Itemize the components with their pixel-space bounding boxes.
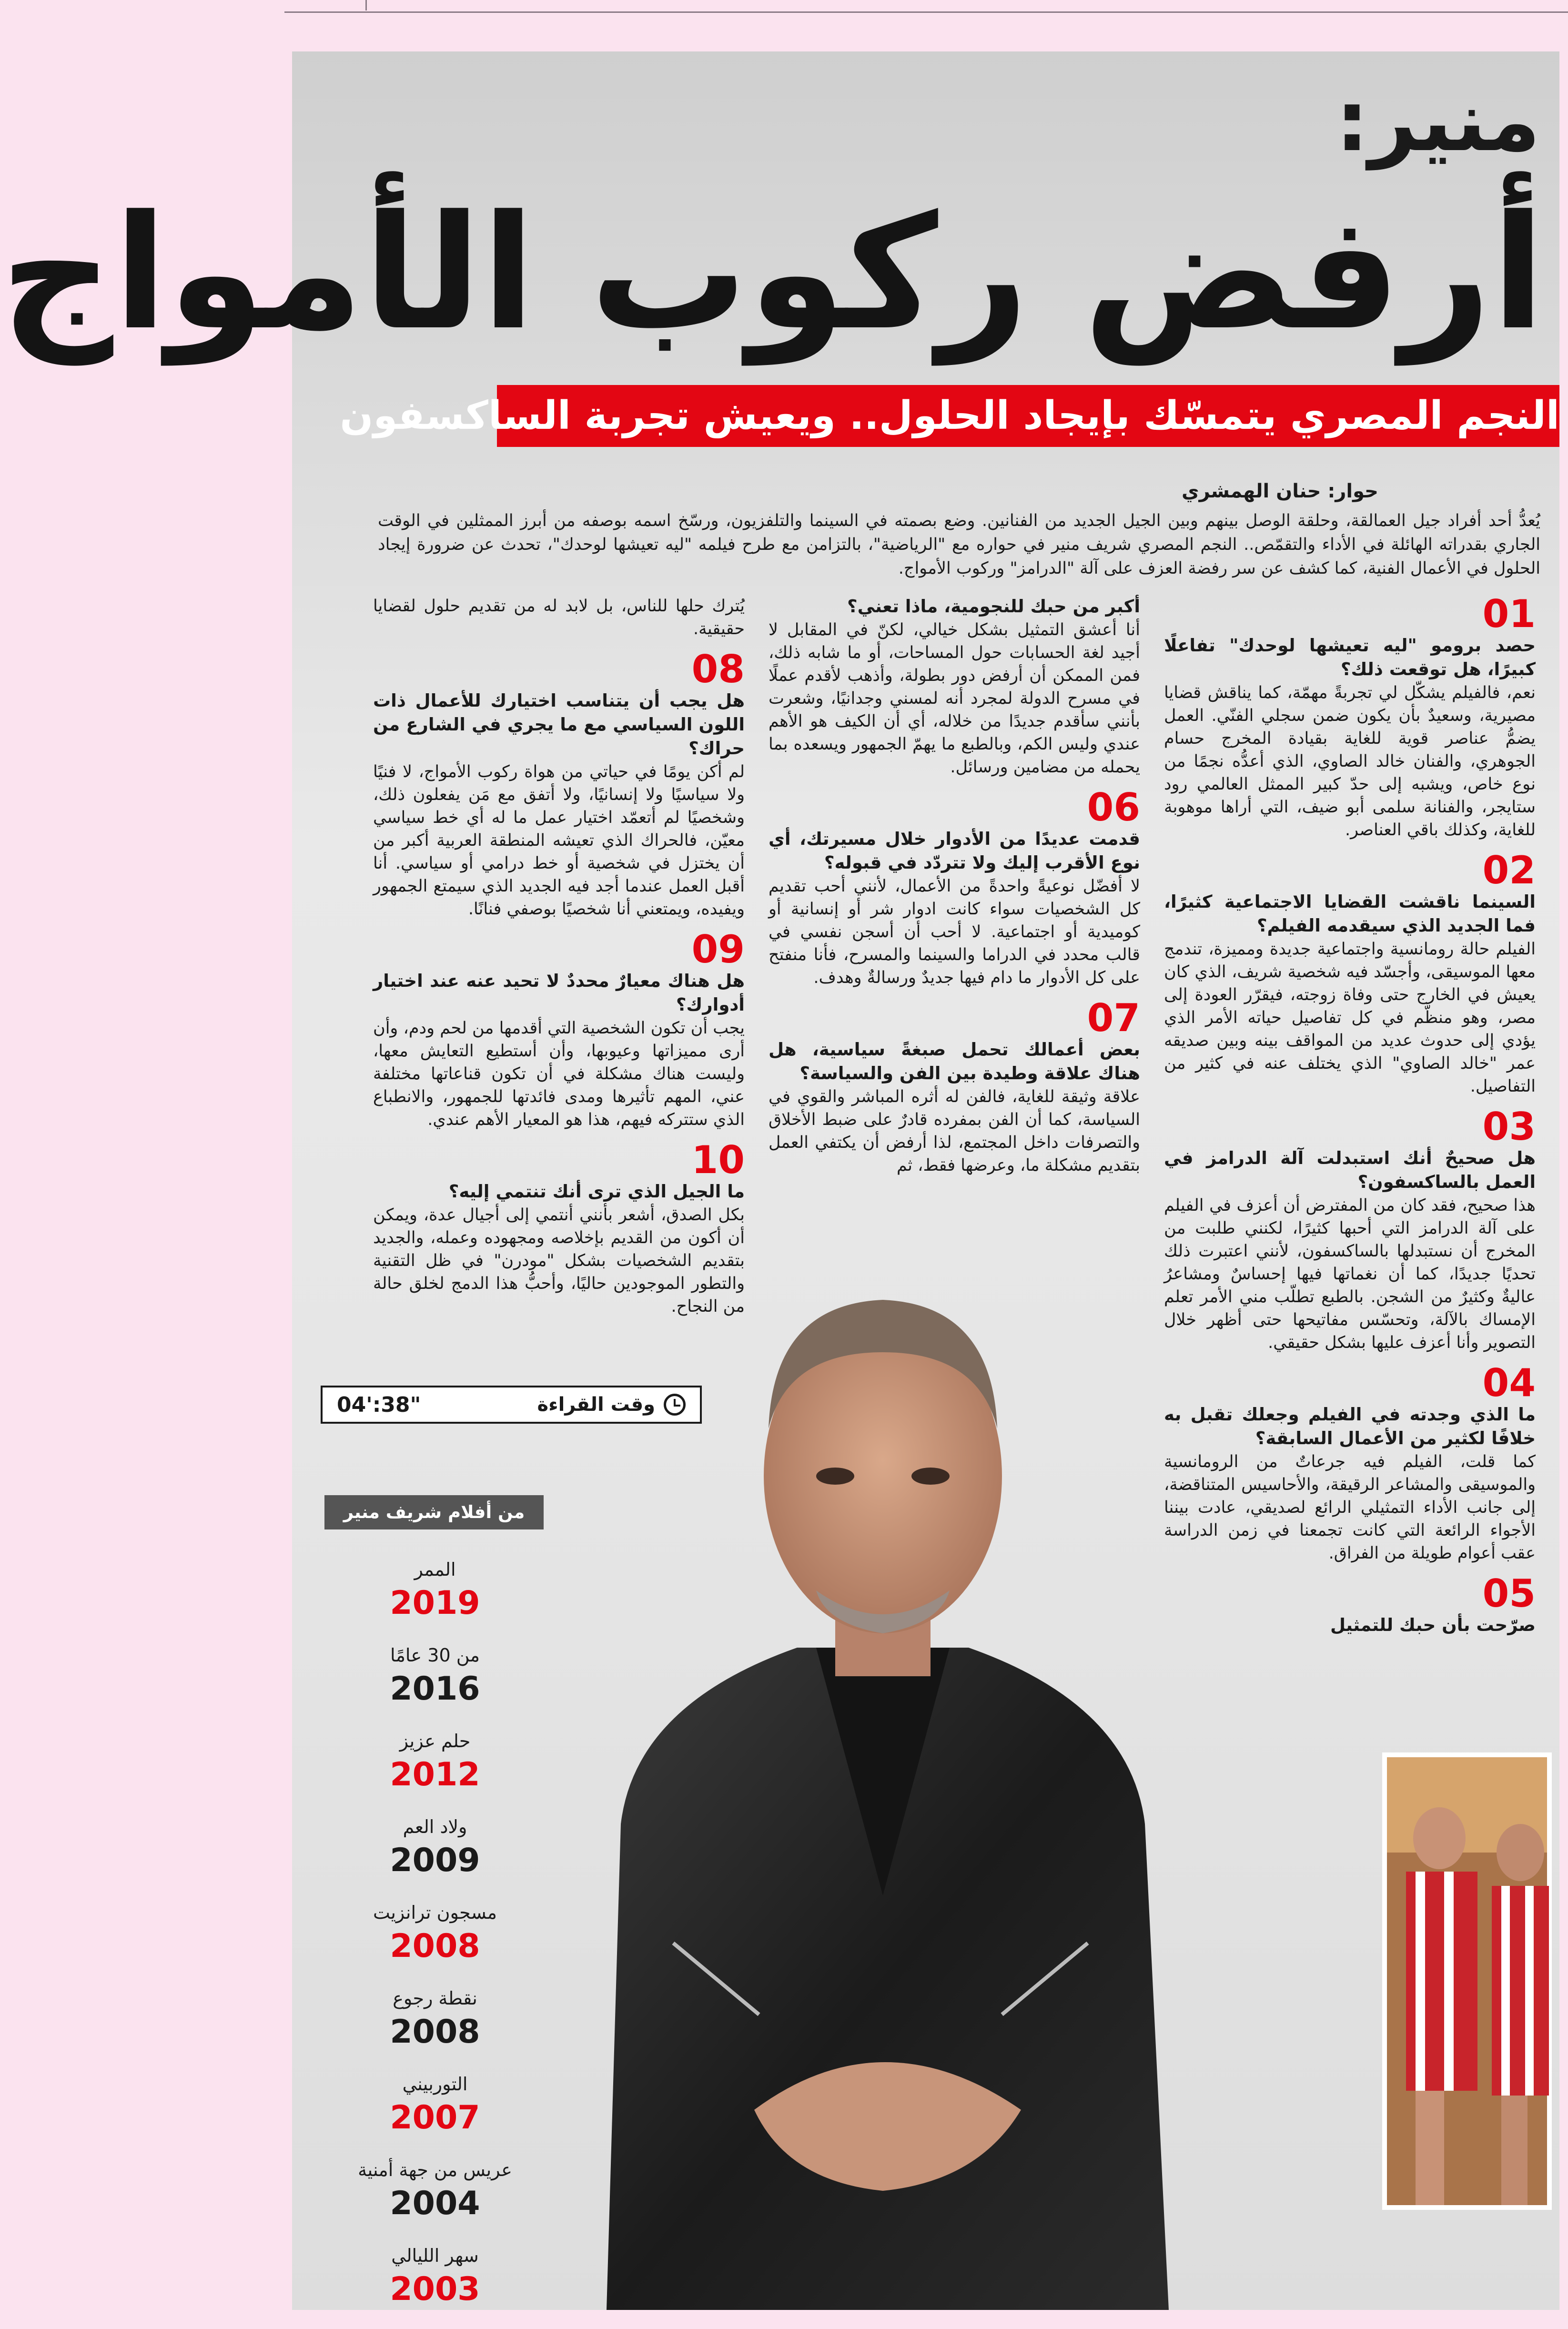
actor-portrait <box>549 1228 1216 2310</box>
byline: حوار: حنان الهمشري <box>1181 480 1378 502</box>
question: صرّحت بأن حبك للتمثيل <box>1330 1615 1536 1635</box>
qa-block <box>373 927 745 1131</box>
question: السينما ناقشت القضايا الاجتماعية كثيرًا، فما الجديد الذي سيقدمه الفيلم؟ <box>1164 891 1536 936</box>
filmography-list <box>321 1557 549 2329</box>
film-year: 2004 <box>390 2185 480 2222</box>
answer: بكل الصدق، أشعر بأنني أنتمي إلى أجيال عدة، ويمكن أن أكون من القديم بإخلاصه ومجهوده وعمله، والجديد بتقديم الشخصيات بشكل "مودرن" في ظل التقنية والتطور الموجودين حاليًا، وأحبُّ هذا الدمج لخلق حالة من النجاح. <box>373 1205 745 1316</box>
film-item <box>321 1557 549 1643</box>
film-item <box>321 1814 549 1900</box>
question-number: 09 <box>691 927 745 972</box>
intro-paragraph: يُعدُّ أحد أفراد جيل العمالقة، وحلقة الوصل بينهم وبين الجيل الجديد من الفنانين. وضع بصمته في السينما والتلفزيون، ورسّخ اسمه بوصفه من أبرز الممثلين في الوقت الجاري بقدراته الهائلة في الأداء والتقمّص.. النجم المصري شريف منير في حواره مع "الرياضية"، بالتزامن مع طرح فيلمه "ليه تعيشها لوحدك"، تحدث عن ضرورة إيجاد الحلول في الأعمال الفنية، كما كشف عن سر رفضة العزف على آلة "الدرامز" وركوب الأمواج. <box>378 511 1540 578</box>
film-year: 2008 <box>390 2013 480 2051</box>
film-item <box>321 2072 549 2157</box>
qa-block <box>373 595 745 640</box>
column-left <box>373 595 745 1327</box>
question-number: 06 <box>1087 785 1140 830</box>
qa-block <box>769 595 1140 779</box>
answer: الفيلم حالة رومانسية واجتماعية جديدة ومميزة، تندمج معها الموسيقى، وأجسّد فيه شخصية شريف، الذي كان يعيش في الخارج حتى وفاة زوجته، فيقرّر العودة إلى مصر، وهو منظّم في كل تفاصيل حياته الأمر الذي يؤدي إلى حدوث عديد من المواقف بينه وبين صديقه عمر "خالد الصاوي" الذي يختلف عنه في كثير من التفاصيل. <box>1164 940 1536 1096</box>
question: ما الجيل الذي ترى أنك تنتمي إليه؟ <box>448 1181 745 1202</box>
qa-block <box>769 785 1140 989</box>
film-title: الممر <box>414 1559 456 1580</box>
film-year: 2009 <box>390 1842 480 1879</box>
film-item <box>321 1643 549 1729</box>
question: أكبر من حبك للنجومية، ماذا تعني؟ <box>847 596 1140 617</box>
answer: علاقة وثيقة للغاية، فالفن له أثره المباشر والقوي في السياسة، كما أن الفن بمفرده قادرٌ على ضبط الأخلاق والتصرفات داخل المجتمع، لذا أرفض أن يكتفي العمل بتقديم مشكلة ما، وعرضها فقط، ثم <box>769 1087 1140 1175</box>
qa-block <box>1164 592 1536 841</box>
film-title: من 30 عامًا <box>390 1645 480 1666</box>
column-middle <box>769 595 1140 1186</box>
film-item <box>321 1986 549 2072</box>
answer: يجب أن تكون الشخصية التي أقدمها من لحم ودم، وأن أرى مميزاتها وعيوبها، وأن أستطيع التعايش معها، وليست هناك مشكلة في أن تكون قناعاتها مختلفة عني، المهم تأثيرها ومدى فائدتها للجمهور، والانطباع الذي ستتركه فيهم، هذا هو المعيار الأهم عندي. <box>373 1019 745 1129</box>
qa-block <box>1164 848 1536 1098</box>
qa-block <box>769 996 1140 1177</box>
question-number: 03 <box>1482 1104 1536 1149</box>
question-number: 05 <box>1482 1571 1536 1616</box>
top-rule-tick <box>365 0 367 10</box>
qa-block <box>373 647 745 921</box>
question-number: 02 <box>1482 848 1536 892</box>
film-year: 2003 <box>390 2270 480 2308</box>
qa-block <box>1164 1571 1536 1637</box>
qa-block <box>1164 1361 1536 1565</box>
answer: أنا أعشق التمثيل بشكل خيالي، لكنّ في المقابل لا أجيد لغة الحسابات حول المساحات، أو ما شابه ذلك، فمن الممكن أن أرفض دور بطولة، وأذهب لأقدم عملًا في مسرح الدولة لمجرد أنه لمسني وجدانيًا، وشعرت بأنني سأقدم جديدًا من خلاله، أي أن الكيف هو الأهم عندي وليس الكم، وبالطبع ما يهمّ الجمهور ويسعده بما يحمله من مضامين ورسائل. <box>769 620 1140 777</box>
answer: هذا صحيح، فقد كان من المفترض أن أعزف في الفيلم على آلة الدرامز التي أحبها كثيرًا، لكنني طلبت من المخرج أن نستبدلها بالساكسفون، لأنني اعتبرت ذلك تحديًا جديدًا، كما أن نغماتها فيها إحساسٌ ومشاعرُ عاليةٌ وكثيرٌ من الشجن. بالطبع تطلّب مني الأمر تعلم الإمساك بالآلة، وتحسّس مفاتيحها حتى أظهر خلال التصوير وأنا أعزف عليها بشكل حقيقي. <box>1164 1196 1536 1352</box>
film-title: عريس من جهة أمنية <box>358 2159 512 2180</box>
film-item <box>321 1729 549 1814</box>
film-item <box>321 2243 549 2329</box>
question: ما الذي وجدته في الفيلم وجعلك تقبل به خلافًا لكثير من الأعمال السابقة؟ <box>1164 1404 1536 1448</box>
column-right <box>1164 592 1536 1647</box>
reading-time-label: وقت القراءة <box>537 1394 655 1416</box>
film-year: 2016 <box>390 1670 480 1708</box>
top-rule <box>284 0 1568 13</box>
film-title: نقطة رجوع <box>393 1988 477 2009</box>
film-title: التوربيني <box>402 2074 468 2095</box>
question: هل صحيحٌ أنك استبدلت آلة الدرامز في العمل بالساكسفون؟ <box>1164 1148 1536 1192</box>
filmography-heading: من أفلام شريف منير <box>324 1495 544 1529</box>
question: قدمت عديدًا من الأدوار خلال مسيرتك، أي نوع الأقرب إليك ولا تتردّد في قبوله؟ <box>769 829 1140 873</box>
question: هل يجب أن يتناسب اختيارك للأعمال ذات اللون السياسي مع ما يجري في الشارع من حراك؟ <box>373 690 745 759</box>
kicker: منير: <box>1335 73 1540 170</box>
subheadline-banner: النجم المصري يتمسّك بإيجاد الحلول.. ويعيش تجربة الساكسفون <box>497 385 1559 447</box>
inset-photo <box>1382 1752 1552 2210</box>
film-item <box>321 1900 549 1986</box>
answer: كما قلت، الفيلم فيه جرعاتٌ من الرومانسية والموسيقى والمشاعر الرقيقة، والأحاسيس المتناقضة، إلى جانب الأداء التمثيلي الرائع لصديقي، عادت بيننا الأجواء الرائعة التي كانت تجمعنا في زمن الدراسة عقب أعوام طويلة من الفراق. <box>1164 1452 1536 1563</box>
question-number: 07 <box>1087 996 1140 1040</box>
film-year: 2012 <box>390 1756 480 1793</box>
headline: أرفض ركوب الأمواج <box>0 182 1545 365</box>
qa-block <box>1164 1104 1536 1354</box>
question: بعض أعمالك تحمل صبغةً سياسية، هل هناك علاقة وطيدة بين الفن والسياسة؟ <box>769 1039 1140 1083</box>
question-number: 01 <box>1482 592 1536 636</box>
answer: لا أفضّل نوعيةً واحدةً من الأعمال، لأنني أحب تقديم كل الشخصيات سواء كانت ادوار شر أو إنسانية أو كوميدية أو اجتماعية. لا أحب أن أسجن نفسي في قالب محدد في الدراما والسينما والمسرح، فأنا منفتح على كل الأدوار ما دام فيها جديدٌ ورسالةٌ وهدف. <box>769 877 1140 987</box>
answer: لم أكن يومًا في حياتي من هواة ركوب الأمواج، لا فنيًا ولا سياسيًا ولا إنسانيًا، ولا أتفق مع مَن يفعلون ذلك، وشخصيًا لم أتعمّد اختيار عمل ما له أي خط سياسي معيّن، فالحراك الذي تعيشه المنطقة العربية أكبر من أن يختزل في شخصية أو خط درامي أو سياسي. أنا أقبل العمل عندما أجد فيه الجديد الذي سيمتع الجمهور ويفيده، ويمتعني أنا شخصيًا بوصفي فنانًا. <box>373 762 745 919</box>
question-number: 10 <box>691 1138 745 1182</box>
film-year: 2007 <box>390 2099 480 2137</box>
film-year: 2008 <box>390 1927 480 1965</box>
film-year: 2019 <box>390 1584 480 1622</box>
article-page <box>0 51 1559 2310</box>
question: هل هناك معيارٌ محددٌ لا تحيد عنه عند اختيار أدوارك؟ <box>373 971 745 1015</box>
answer: نعم، فالفيلم يشكّل لي تجربةً مهمّة، كما يناقش قضايا مصيرية، وسعيدٌ بأن يكون ضمن سجلي الفنّي. العمل يضمُّ عناصر قوية للغاية بقيادة المخرج حسام الجوهري، والفنان خالد الصاوي، الذي أعدُّه نجمًا من نوع خاص، ويشبه إلى حدّ كبير الممثل العالمي رود ستايجر، والفنانة سلمى أبو ضيف، التي أراها موهوبة للغاية، وكذلك باقي العناصر. <box>1164 683 1536 840</box>
question-number: 04 <box>1482 1361 1536 1405</box>
film-title: مسجون ترانزيت <box>373 1902 497 1923</box>
film-title: سهر الليالي <box>391 2245 479 2266</box>
question-number: 08 <box>691 647 745 691</box>
question: حصد برومو "ليه تعيشها لوحدك" تفاعلًا كبيرًا، هل توقعت ذلك؟ <box>1164 635 1536 679</box>
reading-time-value: 04':38" <box>337 1392 421 1417</box>
film-item <box>321 2157 549 2243</box>
answer: يُترك حلها للناس، بل لابد له من تقديم حلول لقضايا حقيقية. <box>373 597 745 638</box>
film-title: ولاد العم <box>403 1816 467 1837</box>
film-title: حلم عزيز <box>399 1731 471 1752</box>
